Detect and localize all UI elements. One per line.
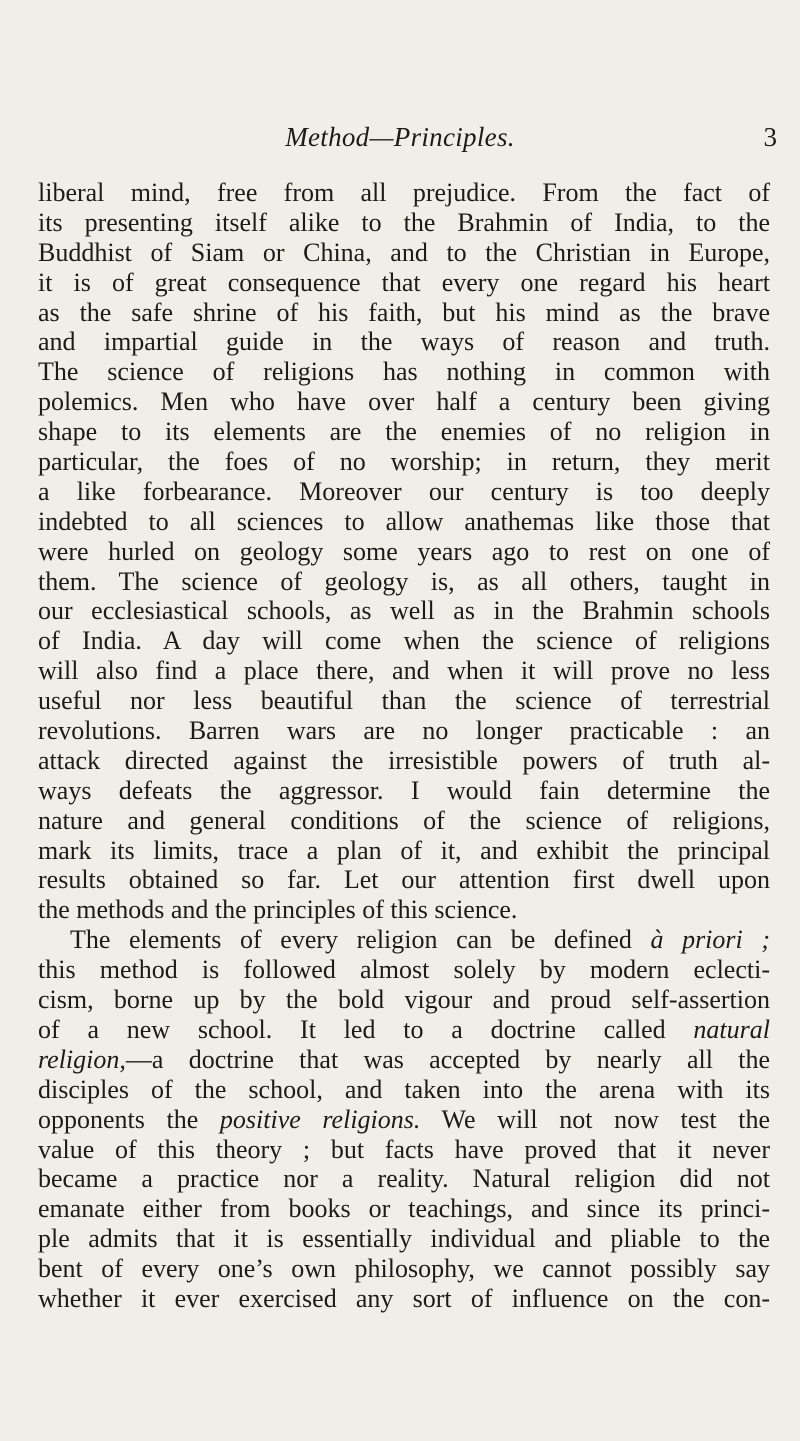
text-line-natural [38,1015,770,1045]
italic-religion: religion, [38,1044,126,1074]
text-segment: We will not now test the [420,1104,770,1134]
text-line: revolutions. Barren wars are no longer practicable : an [38,716,770,746]
text-line: attack directed against the irresistible powers of truth al- [38,745,770,775]
text-segment: opponents the [38,1104,220,1134]
text-line: indebted to all sciences to allow anathemas like those that [38,506,770,536]
text-line: our ecclesiastical schools, as well as in the Brahmin schools [38,596,770,626]
text-line: emanate either from books or teachings, and since its princi- [38,1194,770,1224]
text-line: cism, borne up by the bold vigour and proud self-assertion [38,985,770,1015]
page-number: 3 [763,122,777,152]
text-line: particular, the foes of no worship; in return, they merit [38,447,770,477]
text-line: value of this theory ; but facts have proved that it never [38,1134,770,1164]
text-segment: The elements of every religion can be defined [70,925,651,955]
text-line: shape to its elements are the enemies of no religion in [38,417,770,447]
text-line: the methods and the principles of this science. [38,895,518,925]
text-line: ple admits that it is essentially individual and pliable to the [38,1224,770,1254]
text-line: results obtained so far. Let our attention first dwell upon [38,865,770,895]
text-line: Buddhist of Siam or China, and to the Christian in Europe, [38,237,770,267]
text-line: whether it ever exercised any sort of influence on the con- [38,1283,770,1313]
text-line-positive-religions [38,1105,770,1135]
text-line: liberal mind, free from all prejudice. From the fact of [38,178,770,207]
text-line: its presenting itself alike to the Brahmin of India, to the [38,207,770,237]
body-text [38,178,770,1314]
text-line: it is of great consequence that every one regard his heart [38,267,770,297]
text-line-a-priori [38,925,770,955]
text-line: will also find a place there, and when it will prove no less [38,656,770,686]
text-line: them. The science of geology is, as all others, taught in [38,566,770,596]
italic-natural: natural [693,1014,770,1044]
text-line: ways defeats the aggressor. I would fain determine the [38,775,770,805]
text-line: useful nor less beautiful than the science of terrestrial [38,686,770,716]
text-line: of India. A day will come when the science of religions [38,626,770,656]
italic-positive-religions: positive religions. [219,1104,421,1134]
text-line: a like forbearance. Moreover our century is too deeply [38,476,770,506]
text-line: disciples of the school, and taken into the arena with its [38,1074,770,1104]
text-line: nature and general conditions of the science of religions, [38,805,770,835]
text-line: became a practice nor a reality. Natural religion did not [38,1164,770,1194]
text-line: The science of religions has nothing in common with [38,357,770,387]
text-line: polemics. Men who have over half a century been giving [38,387,770,417]
text-line: this method is followed almost solely by modern eclecti- [38,955,770,985]
text-line-religion [38,1045,770,1075]
italic-a-priori: à priori ; [650,925,771,955]
running-title: Method—Principles. [285,122,515,152]
text-line: and impartial guide in the ways of reason and truth. [38,327,770,357]
text-line: bent of every one’s own philosophy, we cannot possibly say [38,1254,770,1284]
text-segment: —a doctrine that was accepted by nearly all the [125,1044,770,1074]
text-line: were hurled on geology some years ago to rest on one of [38,536,770,566]
running-head [0,120,800,154]
text-line: as the safe shrine of his faith, but his mind as the brave [38,297,770,327]
text-segment: of a new school. It led to a doctrine called [38,1014,694,1044]
text-line: mark its limits, trace a plan of it, and exhibit the principal [38,835,770,865]
